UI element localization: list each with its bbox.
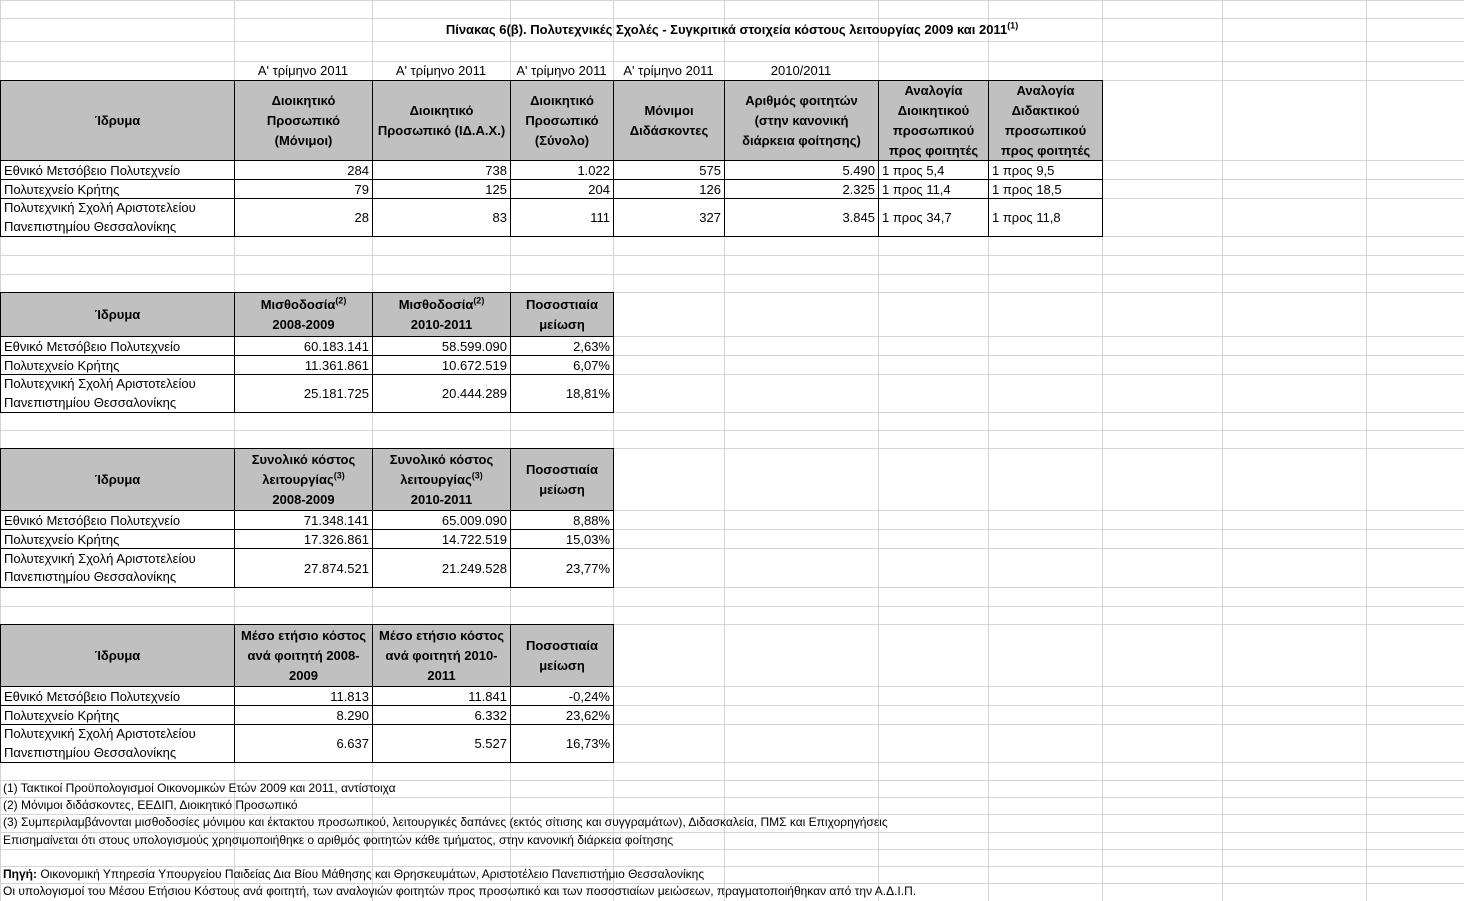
table2-header xyxy=(510,292,614,337)
table1-value-cell: 111 xyxy=(510,198,614,237)
table1-value-cell: 575 xyxy=(613,160,725,180)
table3-header-period: 2008-2009 xyxy=(272,491,335,507)
table1-value-cell: 1 προς 11,8 xyxy=(988,198,1103,237)
table2-institution-cell: Πολυτεχνείο Κρήτης xyxy=(0,355,235,375)
table2-header xyxy=(372,292,511,337)
table4-header-text: Ίδρυμα xyxy=(94,647,141,663)
table2-header-footnote-ref: (2) xyxy=(473,295,485,306)
table1-value-cell: 1 προς 5,4 xyxy=(878,160,989,180)
table3-header xyxy=(510,448,614,511)
table1-value-cell: 125 xyxy=(372,179,511,199)
table1-value-cell: 1.022 xyxy=(510,160,614,180)
footnote: (2) Μόνιμοι διδάσκοντες, ΕΕΔΙΠ, Διοικητικό Προσωπικό xyxy=(3,798,298,812)
period-label: Α' τρίμηνο 2011 xyxy=(395,63,487,78)
table1-institution-cell: Εθνικό Μετσόβειο Πολυτεχνείο xyxy=(0,160,235,180)
table4-header xyxy=(510,624,614,687)
source-text: Οικονομική Υπηρεσία Υπουργείου Παιδείας Δια Βίου Μάθησης και Θρησκευμάτων, Αριστοτέλειο Πανεπιστήμιο Θεσσαλονίκης xyxy=(37,867,705,881)
table4-header xyxy=(372,624,511,687)
table2-header-period: 2010-2011 xyxy=(410,316,473,332)
table4-institution-cell: Εθνικό Μετσόβειο Πολυτεχνείο xyxy=(0,686,235,706)
table4-value-cell: 5.527 xyxy=(372,724,511,763)
table3-institution-cell: Εθνικό Μετσόβειο Πολυτεχνείο xyxy=(0,510,235,530)
table1-header: Διοικητικό Προσωπικό (Σύνολο) xyxy=(510,80,614,161)
table1-value-cell: 2.325 xyxy=(724,179,879,199)
table3-header-text: Ποσοστιαία μείωση xyxy=(525,461,599,497)
table3-value-cell: 27.874.521 xyxy=(234,548,373,588)
table4-header xyxy=(0,624,235,687)
table4-value-cell: 6.332 xyxy=(372,705,511,725)
table2-value-cell: 10.672.519 xyxy=(372,355,511,375)
table1-header: Αναλογία Διδακτικού προσωπικού προς φοιτητές xyxy=(988,80,1103,161)
table2-value-cell: 11.361.861 xyxy=(234,355,373,375)
table4-value-cell: 16,73% xyxy=(510,724,614,763)
table4-header xyxy=(234,624,373,687)
table4-value-cell: 11.813 xyxy=(234,686,373,706)
table1-header: Αριθμός φοιτητών (στην κανονική διάρκεια φοίτησης) xyxy=(724,80,879,161)
table2-header-text: Ποσοστιαία μείωση xyxy=(525,296,599,332)
table2-header-period: 2008-2009 xyxy=(272,316,335,332)
table1-header: Αναλογία Διοικητικού προσωπικού προς φοιτητές xyxy=(878,80,989,161)
table2-value-cell: 25.181.725 xyxy=(234,374,373,413)
table3-institution-cell: Πολυτεχνείο Κρήτης xyxy=(0,529,235,549)
table3-header-period: 2010-2011 xyxy=(410,491,473,507)
table3-value-cell: 23,77% xyxy=(510,548,614,588)
period-label: Α' τρίμηνο 2011 xyxy=(623,63,714,78)
table1-header: Μόνιμοι Διδάσκοντες xyxy=(613,80,725,161)
table2-header xyxy=(0,292,235,337)
table2-institution-cell: Εθνικό Μετσόβειο Πολυτεχνείο xyxy=(0,336,235,356)
table4-value-cell: 8.290 xyxy=(234,705,373,725)
table1-value-cell: 3.845 xyxy=(724,198,879,237)
table4-value-cell: 11.841 xyxy=(372,686,511,706)
table4-header-text: Μέσο ετήσιο κόστος ανά φοιτητή 2008-2009 xyxy=(241,627,366,683)
table1-value-cell: 327 xyxy=(613,198,725,237)
table2-value-cell: 18,81% xyxy=(510,374,614,413)
table3-value-cell: 15,03% xyxy=(510,529,614,549)
table3-value-cell: 17.326.861 xyxy=(234,529,373,549)
table3-value-cell: 14.722.519 xyxy=(372,529,511,549)
table1-value-cell: 1 προς 9,5 xyxy=(988,160,1103,180)
table1-value-cell: 83 xyxy=(372,198,511,237)
period-label: Α' τρίμηνο 2011 xyxy=(257,63,349,78)
table1-header: Διοικητικό Προσωπικό (Μόνιμοι) xyxy=(234,80,373,161)
table4-institution-cell: Πολυτεχνείο Κρήτης xyxy=(0,705,235,725)
table2-value-cell: 2,63% xyxy=(510,336,614,356)
source-label: Πηγή: xyxy=(3,867,37,881)
table4-institution-cell: Πολυτεχνική Σχολή Αριστοτελείου Πανεπιστημίου Θεσσαλονίκης xyxy=(0,724,235,763)
table2-header-text xyxy=(261,295,347,335)
table1-value-cell: 126 xyxy=(613,179,725,199)
table4-header-text: Μέσο ετήσιο κόστος ανά φοιτητή 2010-2011 xyxy=(379,627,504,683)
table2-value-cell: 58.599.090 xyxy=(372,336,511,356)
page-title-text: Πίνακας 6(β). Πολυτεχνικές Σχολές - Συγκριτικά στοιχεία κόστους λειτουργίας 2009 και 2011 xyxy=(445,22,1008,37)
page-title-footnote-ref: (1) xyxy=(1007,20,1019,31)
table3-value-cell: 8,88% xyxy=(510,510,614,530)
table1-value-cell: 79 xyxy=(234,179,373,199)
table1-value-cell: 1 προς 34,7 xyxy=(878,198,989,237)
source-note xyxy=(3,866,1103,883)
table3-header-footnote-ref: (3) xyxy=(333,470,345,481)
table2-header-footnote-ref: (2) xyxy=(335,295,347,306)
table1-value-cell: 204 xyxy=(510,179,614,199)
table3-value-cell: 21.249.528 xyxy=(372,548,511,588)
table3-header-text xyxy=(375,450,508,510)
table1-header: Ίδρυμα xyxy=(0,80,235,161)
table2-header-text: Ίδρυμα xyxy=(94,306,141,322)
table2-header-label: Μισθοδοσία xyxy=(398,296,474,312)
table4-value-cell: -0,24% xyxy=(510,686,614,706)
footnote: Επισημαίνεται ότι στους υπολογισμούς χρησιμοποιήθηκε ο αριθμός φοιτητών κάθε τμήματος, στην κανονική διάρκεια φοίτησης xyxy=(3,833,674,847)
table3-header-footnote-ref: (3) xyxy=(471,470,483,481)
table2-header-text xyxy=(399,295,485,335)
table1-value-cell: 738 xyxy=(372,160,511,180)
table1-value-cell: 1 προς 11,4 xyxy=(878,179,989,199)
calculation-note: Οι υπολογισμοί του Μέσου Ετήσιου Κόστους ανά φοιτητή, των αναλογιών φοιτητών προς προσωπικό και των ποσοστιαίων μειώσεων, πραγματοποιήθηκαν από την Α.Δ.Ι.Π. xyxy=(3,884,917,898)
table2-header-label: Μισθοδοσία xyxy=(260,296,336,312)
table4-value-cell: 23,62% xyxy=(510,705,614,725)
table1-header: Διοικητικό Προσωπικό (ΙΔ.Α.Χ.) xyxy=(372,80,511,161)
table3-header-text xyxy=(237,450,370,510)
page-title xyxy=(0,19,1464,41)
table2-institution-cell: Πολυτεχνική Σχολή Αριστοτελείου Πανεπιστημίου Θεσσαλονίκης xyxy=(0,374,235,413)
table1-value-cell: 1 προς 18,5 xyxy=(988,179,1103,199)
table3-header xyxy=(372,448,511,511)
table2-value-cell: 60.183.141 xyxy=(234,336,373,356)
table1-value-cell: 284 xyxy=(234,160,373,180)
table2-value-cell: 6,07% xyxy=(510,355,614,375)
table2-header xyxy=(234,292,373,337)
footnote: (3) Συμπεριλαμβάνονται μισθοδοσίες μόνιμου και έκτακτου προσωπικού, λειτουργικές δαπάνες (εκτός σίτισης και συγγραμάτων), Διδασκαλεία, ΠΜΣ και Επιχορηγήσεις xyxy=(3,815,888,829)
period-label: 2010/2011 xyxy=(770,63,832,78)
table3-institution-cell: Πολυτεχνική Σχολή Αριστοτελείου Πανεπιστημίου Θεσσαλονίκης xyxy=(0,548,235,588)
table2-value-cell: 20.444.289 xyxy=(372,374,511,413)
table3-header xyxy=(0,448,235,511)
table4-header-text: Ποσοστιαία μείωση xyxy=(525,637,599,673)
footnote: (1) Τακτικοί Προϋπολογισμοί Οικονομικών Ετών 2009 και 2011, αντίστοιχα xyxy=(3,781,396,795)
table1-institution-cell: Πολυτεχνική Σχολή Αριστοτελείου Πανεπιστημίου Θεσσαλονίκης xyxy=(0,198,235,237)
table3-header xyxy=(234,448,373,511)
table4-value-cell: 6.637 xyxy=(234,724,373,763)
table1-value-cell: 28 xyxy=(234,198,373,237)
period-label: Α' τρίμηνο 2011 xyxy=(516,63,607,78)
table3-header-text: Ίδρυμα xyxy=(94,471,141,487)
table1-value-cell: 5.490 xyxy=(724,160,879,180)
table3-header-label: Συνολικό κόστος λειτουργίας xyxy=(251,451,356,487)
table3-value-cell: 65.009.090 xyxy=(372,510,511,530)
table1-institution-cell: Πολυτεχνείο Κρήτης xyxy=(0,179,235,199)
table3-value-cell: 71.348.141 xyxy=(234,510,373,530)
table3-header-label: Συνολικό κόστος λειτουργίας xyxy=(389,451,494,487)
